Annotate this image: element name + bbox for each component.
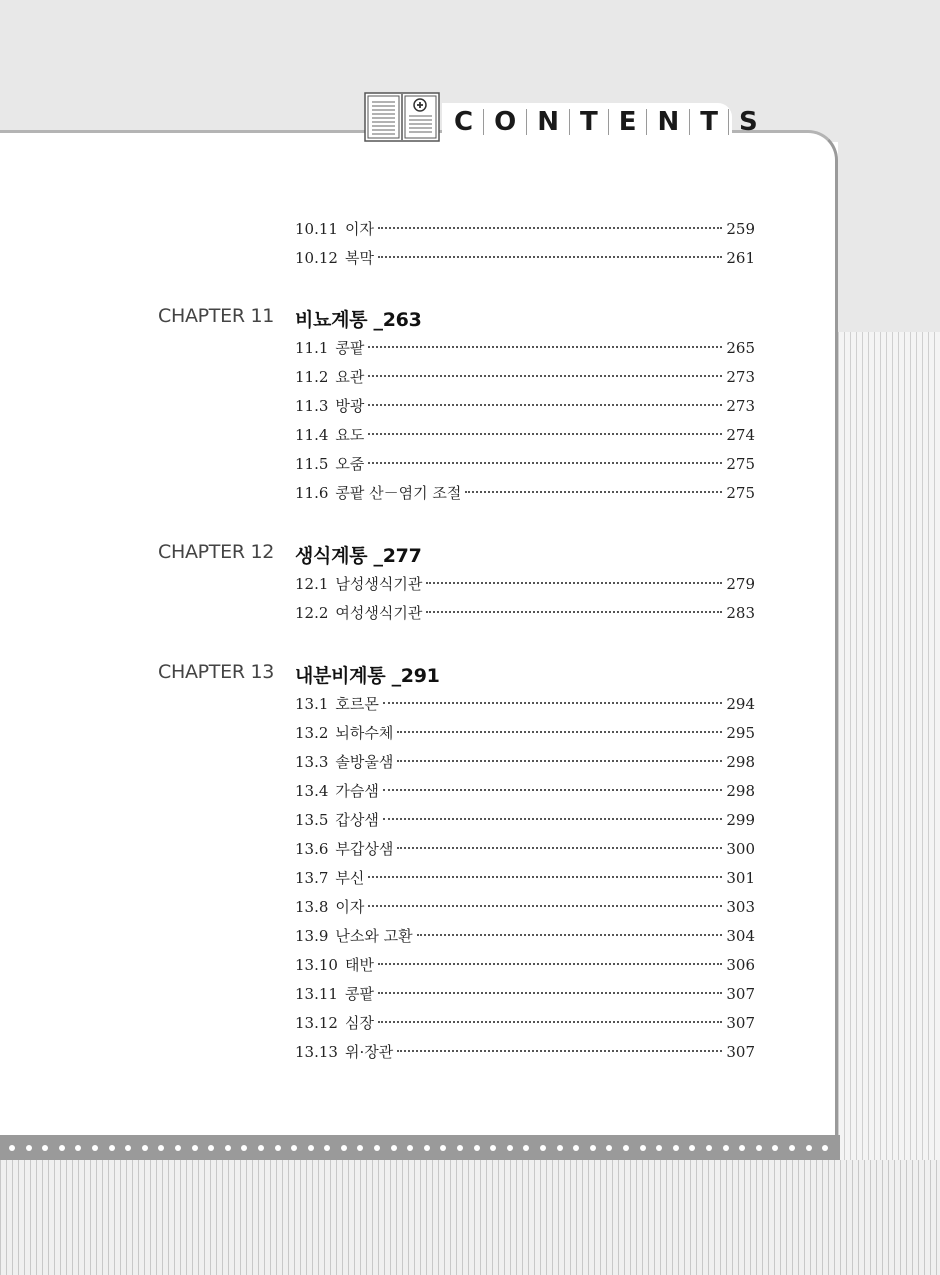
- footer-dot: [291, 1145, 297, 1151]
- toc-entry-title: 요관: [335, 368, 365, 386]
- footer-dot: [673, 1145, 679, 1151]
- dot-leader: [383, 818, 722, 820]
- toc-entry-number: 13.3: [295, 753, 329, 771]
- bottom-striped-margin: [0, 1160, 940, 1275]
- toc-entry[interactable]: [295, 1012, 755, 1034]
- toc-entry-number: 11.6: [295, 484, 329, 502]
- toc-entry-number: 10.12: [295, 249, 338, 267]
- toc-entry-page: 301: [726, 869, 755, 887]
- dot-leader: [378, 227, 722, 229]
- footer-dot: [590, 1145, 596, 1151]
- dot-leader: [368, 404, 722, 406]
- dot-leader: [397, 760, 722, 762]
- footer-dot: [507, 1145, 513, 1151]
- footer-dot: [75, 1145, 81, 1151]
- footer-dot: [324, 1145, 330, 1151]
- toc-entry-title: 가슴샘: [335, 782, 379, 800]
- toc-entry-title: 콩팥: [335, 339, 365, 357]
- toc-entry-number: 13.10: [295, 956, 338, 974]
- toc-entry-page: 274: [726, 426, 755, 444]
- toc-entry-title: 뇌하수체: [335, 724, 394, 742]
- footer-dot: [474, 1145, 480, 1151]
- footer-dot: [822, 1145, 828, 1151]
- footer-dot: [557, 1145, 563, 1151]
- toc-entry-page: 299: [726, 811, 755, 829]
- footer-dot: [540, 1145, 546, 1151]
- footer-dot: [241, 1145, 247, 1151]
- toc-entry-page: 294: [726, 695, 755, 713]
- dot-leader: [378, 1021, 722, 1023]
- footer-dot: [9, 1145, 15, 1151]
- toc-entry-page: 300: [726, 840, 755, 858]
- toc-entry-title: 오줌: [335, 455, 365, 473]
- footer-dot: [739, 1145, 745, 1151]
- toc-entry-number: 13.12: [295, 1014, 338, 1032]
- footer-dot: [374, 1145, 380, 1151]
- toc-entry-title: 남성생식기관: [335, 575, 423, 593]
- toc-entry-page: 275: [726, 484, 755, 502]
- toc-entry[interactable]: [295, 453, 755, 475]
- dot-leader: [368, 876, 722, 878]
- dot-leader: [368, 346, 722, 348]
- toc-entry-page: 265: [726, 339, 755, 357]
- toc-entry-title: 콩팥 산－염기 조절: [335, 484, 462, 502]
- toc-entry-title: 이자: [344, 220, 374, 238]
- dot-leader: [397, 1050, 722, 1052]
- footer-dot: [258, 1145, 264, 1151]
- dot-leader: [397, 847, 722, 849]
- footer-dot: [457, 1145, 463, 1151]
- dot-leader: [383, 789, 722, 791]
- toc-entry-title: 심장: [344, 1014, 374, 1032]
- dot-leader: [378, 256, 722, 258]
- toc-entry[interactable]: [295, 896, 755, 918]
- footer-dot: [26, 1145, 32, 1151]
- toc-entry[interactable]: [295, 395, 755, 417]
- footer-dot: [158, 1145, 164, 1151]
- footer-dot: [407, 1145, 413, 1151]
- footer-dot: [789, 1145, 795, 1151]
- toc-entry[interactable]: [295, 424, 755, 446]
- footer-dot: [59, 1145, 65, 1151]
- toc-entry-page: 298: [726, 782, 755, 800]
- toc-entry-title: 태반: [344, 956, 374, 974]
- toc-entry-title: 위·장관: [344, 1043, 394, 1061]
- toc-entry-number: 11.4: [295, 426, 329, 444]
- footer-dot: [756, 1145, 762, 1151]
- footer-dot: [208, 1145, 214, 1151]
- toc-entry-title: 부신: [335, 869, 365, 887]
- contents-letter: O: [484, 109, 527, 135]
- footer-dot: [42, 1145, 48, 1151]
- dot-leader: [368, 905, 722, 907]
- toc-entry-page: 307: [726, 1043, 755, 1061]
- toc-entry[interactable]: [295, 867, 755, 889]
- toc-entry-number: 13.6: [295, 840, 329, 858]
- chapter-title[interactable]: 내분비계통 _291: [295, 665, 440, 687]
- toc-entry[interactable]: [295, 838, 755, 860]
- chapter-title[interactable]: 비뇨계통 _263: [295, 309, 422, 331]
- dot-leader: [397, 731, 722, 733]
- toc-entry[interactable]: [295, 925, 755, 947]
- book-icon: [364, 92, 440, 142]
- toc-entry-number: 13.2: [295, 724, 329, 742]
- toc-entry-number: 10.11: [295, 220, 338, 238]
- toc-entry[interactable]: [295, 693, 755, 715]
- toc-entry[interactable]: [295, 337, 755, 359]
- right-striped-margin: [838, 332, 940, 1162]
- dot-leader: [368, 433, 722, 435]
- dot-leader: [378, 992, 722, 994]
- footer-dot: [357, 1145, 363, 1151]
- footer-dot: [142, 1145, 148, 1151]
- toc-entry-number: 11.5: [295, 455, 329, 473]
- footer-dot: [424, 1145, 430, 1151]
- footer-dot: [772, 1145, 778, 1151]
- dot-leader: [426, 582, 722, 584]
- footer-dot: [723, 1145, 729, 1151]
- contents-letter: S: [739, 107, 758, 137]
- toc-entry-title: 솔방울샘: [335, 753, 394, 771]
- chapter-label: CHAPTER 12: [158, 541, 275, 563]
- toc-entry-number: 13.5: [295, 811, 329, 829]
- footer-dot: [92, 1145, 98, 1151]
- contents-letter: T: [690, 109, 729, 135]
- toc-entry-number: 11.1: [295, 339, 329, 357]
- toc-entry-number: 11.2: [295, 368, 329, 386]
- toc-entry[interactable]: [295, 983, 755, 1005]
- toc-entry-page: 307: [726, 985, 755, 1003]
- contents-letter: E: [609, 109, 648, 135]
- toc-entry-page: 307: [726, 1014, 755, 1032]
- footer-dot: [341, 1145, 347, 1151]
- footer-dot: [689, 1145, 695, 1151]
- toc-entry[interactable]: [295, 218, 755, 240]
- dotted-footer-bar: [0, 1135, 840, 1160]
- toc-entry-title: 복막: [344, 249, 374, 267]
- toc-entry[interactable]: [295, 366, 755, 388]
- footer-dot: [640, 1145, 646, 1151]
- right-margin-band: [838, 142, 940, 332]
- toc-entry-title: 여성생식기관: [335, 604, 423, 622]
- toc-entry-title: 콩팥: [344, 985, 374, 1003]
- toc-entry-title: 요도: [335, 426, 365, 444]
- footer-dot: [806, 1145, 812, 1151]
- toc-entry-number: 13.4: [295, 782, 329, 800]
- footer-dot: [623, 1145, 629, 1151]
- toc-entry-page: 304: [726, 927, 755, 945]
- toc-entry-number: 13.11: [295, 985, 338, 1003]
- toc-entry[interactable]: [295, 247, 755, 269]
- toc-entry[interactable]: [295, 809, 755, 831]
- toc-entry-page: 303: [726, 898, 755, 916]
- toc-entry-number: 12.2: [295, 604, 329, 622]
- toc-entry-page: 273: [726, 397, 755, 415]
- toc-entry-page: 306: [726, 956, 755, 974]
- contents-letter: N: [527, 109, 570, 135]
- dot-leader: [368, 462, 722, 464]
- toc-entry-title: 부갑상샘: [335, 840, 394, 858]
- footer-dot: [440, 1145, 446, 1151]
- toc-entry-page: 283: [726, 604, 755, 622]
- toc-entry-page: 298: [726, 753, 755, 771]
- toc-entry[interactable]: [295, 482, 755, 504]
- toc-entry[interactable]: [295, 780, 755, 802]
- toc-entry-number: 13.1: [295, 695, 329, 713]
- toc-entry[interactable]: [295, 1041, 755, 1063]
- toc-entry-number: 13.8: [295, 898, 329, 916]
- dot-leader: [417, 934, 723, 936]
- footer-dot: [391, 1145, 397, 1151]
- contents-letter: N: [647, 109, 690, 135]
- footer-dot: [523, 1145, 529, 1151]
- dot-leader: [426, 611, 722, 613]
- toc-entry-number: 13.9: [295, 927, 329, 945]
- footer-dot: [192, 1145, 198, 1151]
- toc-entry[interactable]: [295, 602, 755, 624]
- footer-dot: [275, 1145, 281, 1151]
- dot-leader: [465, 491, 722, 493]
- footer-dot: [175, 1145, 181, 1151]
- footer-dot: [125, 1145, 131, 1151]
- toc-entry-number: 13.13: [295, 1043, 338, 1061]
- dot-leader: [383, 702, 722, 704]
- toc-entry-page: 261: [726, 249, 755, 267]
- toc-entry-page: 295: [726, 724, 755, 742]
- chapter-label: CHAPTER 11: [158, 305, 275, 327]
- contents-letter: T: [570, 109, 609, 135]
- toc-entry-page: 259: [726, 220, 755, 238]
- toc-entry-title: 호르몬: [335, 695, 379, 713]
- toc-entry-number: 11.3: [295, 397, 329, 415]
- toc-entry[interactable]: [295, 954, 755, 976]
- chapter-title[interactable]: 생식계통 _277: [295, 545, 422, 567]
- chapter-label: CHAPTER 13: [158, 661, 275, 683]
- footer-dot: [225, 1145, 231, 1151]
- toc-entry-title: 갑상샘: [335, 811, 379, 829]
- toc-entry[interactable]: [295, 573, 755, 595]
- toc-entry-number: 13.7: [295, 869, 329, 887]
- toc-entry-number: 12.1: [295, 575, 329, 593]
- toc-entry-title: 난소와 고환: [335, 927, 413, 945]
- toc-entry[interactable]: [295, 722, 755, 744]
- toc-entry-page: 273: [726, 368, 755, 386]
- footer-dot: [606, 1145, 612, 1151]
- footer-dot: [706, 1145, 712, 1151]
- footer-dot: [490, 1145, 496, 1151]
- contents-title: [452, 106, 768, 138]
- footer-dot: [109, 1145, 115, 1151]
- toc-entry-title: 방광: [335, 397, 365, 415]
- footer-dot: [308, 1145, 314, 1151]
- toc-entry-page: 275: [726, 455, 755, 473]
- contents-letter: C: [452, 109, 484, 135]
- toc-entry-title: 이자: [335, 898, 365, 916]
- toc-entry-page: 279: [726, 575, 755, 593]
- dot-leader: [368, 375, 722, 377]
- toc-entry[interactable]: [295, 751, 755, 773]
- footer-dot: [656, 1145, 662, 1151]
- footer-dot: [573, 1145, 579, 1151]
- dot-leader: [378, 963, 722, 965]
